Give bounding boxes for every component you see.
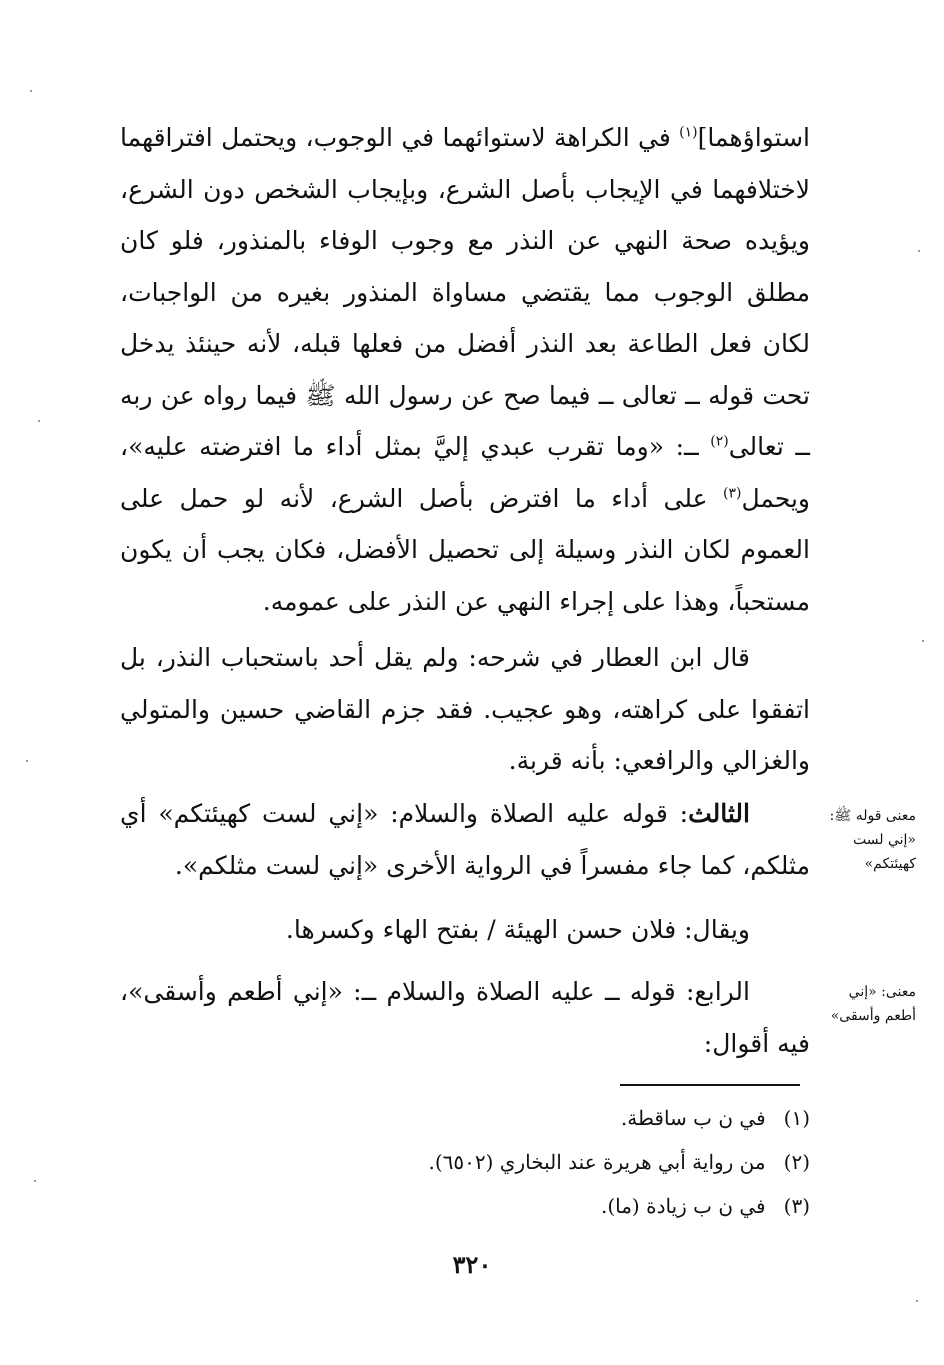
scan-speck [34,1180,36,1182]
footnotes [120,1096,810,1228]
footnote-text: في ن ب ساقطة. [620,1106,766,1130]
footnote-3 [120,1184,810,1228]
margin-note-1: معنى قوله ﷺ: «إني لست كهيئتكم» [829,808,916,872]
para3-lead: الثالث [688,799,750,828]
para4-text: ويقال: فلان حسن الهيئة / بفتح الهاء وكسرها. [285,915,750,944]
footnote-number: (٢) [783,1150,810,1174]
para2-text: قال ابن العطار في شرحه: ولم يقل أحد باستحباب النذر، بل اتفقوا على كراهته، وهو عجيب. فقد جزم القاضي حسين والمتولي والغزالي والرافعي: بأنه قربة. [120,643,810,775]
para1-text-c: ــ: «وما تقرب عبدي إليَّ بمثل أداء ما افترضته عليه»، ويحمل [120,432,810,513]
scan-speck [30,90,32,92]
scan-speck [916,1300,918,1302]
main-paragraph-2 [120,632,810,787]
footnote-separator [620,1084,800,1086]
margin-note-2: معنى: «إني أطعم وأسقى» [830,984,916,1024]
scan-speck [26,760,28,762]
footnote-ref-3: (٣) [722,485,742,502]
scan-speck [38,420,40,422]
footnote-ref-2: (٢) [710,433,729,450]
main-paragraph-4 [120,904,810,956]
scan-speck [918,250,920,252]
footnote-2 [120,1140,810,1184]
para1-text-b: في الكراهة لاستوائهما في الوجوب، ويحتمل افتراقهما لاختلافهما في الإيجاب بأصل الشرع، وبإيجاب الشخص دون الشرع، ويؤيده صحة النهي عن النذر مع وجوب الوفاء بالمنذور، فلو كان مطلق الوجوب مما يقتضي مساواة المنذور بغيره من الواجبات، لكان فعل الطاعة بعد النذر أفضل من فعلها قبله، لأنه حينئذ يدخل تحت قوله ــ تعالى ــ فيما صح عن رسول الله ﷺ فيما رواه عن ربه ــ تعالى [120,123,810,461]
footnote-text: من رواية أبي هريرة عند البخاري (٦٥٠٢). [428,1150,766,1174]
footnote-number: (١) [783,1106,810,1130]
para3-text: : قوله عليه الصلاة والسلام: «إني لست كهيئتكم» أي مثلكم، كما جاء مفسراً في الرواية الأخرى «إني لست مثلكم». [120,799,810,880]
para1-text-a: استواؤهما] [697,123,810,152]
para5-text: الرابع: قوله ــ عليه الصلاة والسلام ــ: «إني أطعم وأسقى»، فيه أقوال: [120,977,810,1058]
main-paragraph-3 [120,788,810,891]
para1-text-d: على أداء ما افترض بأصل الشرع، لأنه لو حمل على العموم لكان النذر وسيلة إلى تحصيل الأفضل، فكان يجب أن يكون مستحباً، وهذا على إجراء النهي عن النذر على عمومه. [120,483,810,616]
page-number: ٣٢٠ [452,1250,492,1279]
main-paragraph-5 [120,966,810,1069]
footnote-text: في ن ب زيادة (ما). [600,1194,766,1218]
footnote-number: (٣) [783,1194,810,1218]
footnote-ref-1: (١) [679,124,698,141]
main-paragraph-1 [120,112,810,627]
scan-speck [922,640,924,642]
footnote-1 [120,1096,810,1140]
